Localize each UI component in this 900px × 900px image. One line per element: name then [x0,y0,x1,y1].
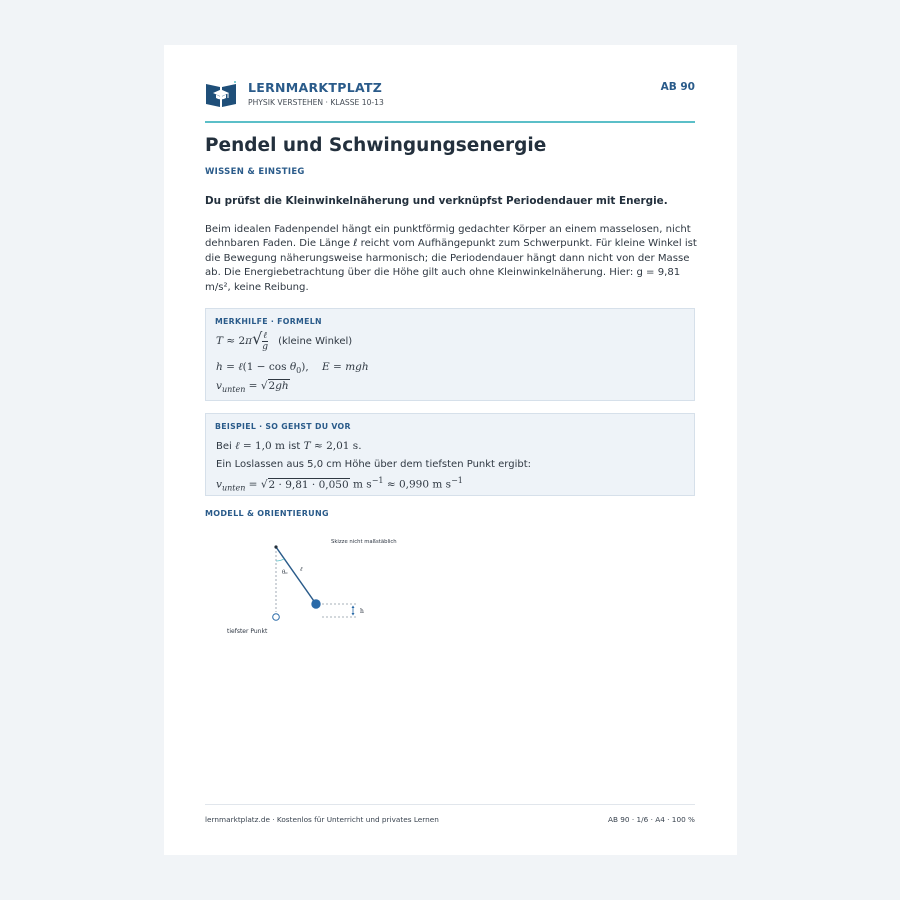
lowest-point-marker [273,614,280,621]
height-arrow-head-bottom [352,613,355,616]
formula-velocity: $v_{unten} = √2gh$ [216,380,289,395]
header-divider [205,121,695,123]
pendulum-diagram [205,530,435,645]
example-line-1: Bei ℓ = 1,0 m ist T ≈ 2,01 s. [216,440,362,452]
formula-box-label: MERKHILFE · FORMELN [215,317,322,326]
lowest-point-label: tiefster Punkt [227,628,268,635]
pivot-point [274,545,277,548]
brand-subtitle: PHYSIK VERSTEHEN · KLASSE 10-13 [248,98,384,107]
angle-arc [276,559,284,561]
length-label: ℓ [300,566,303,573]
book-graduation-cap-logo-icon [205,80,237,108]
example-box-label: BEISPIEL · SO GEHST DU VOR [215,422,351,431]
brand-name: LERNMARKTPLATZ [248,80,383,95]
example-line-2: Ein Loslassen aus 5,0 cm Höhe über dem tiefsten Punkt ergibt: [216,459,531,470]
footer-left-text: lernmarktplatz.de · Kostenlos für Unterricht und privates Lernen [205,815,439,824]
formula-box [205,308,695,401]
formula-height-energy: h = ℓ(1 − $\cos \theta_0$), E = mgh [216,361,369,376]
lead-sentence: Du prüfst die Kleinwinkelnäherung und verknüpfst Periodendauer mit Energie. [205,195,668,207]
angle-label: θ₀ [282,570,288,576]
footer-page-info: AB 90 · 1/6 · A4 · 100 % [607,815,695,824]
example-box [205,413,695,496]
footer-divider [205,804,695,805]
page-title: Pendel und Schwingungsenergie [205,135,547,156]
example-calculation: $v_{unten} = √2 \cdot 9,81 \cdot 0,050$ m $s^{-1} \approx 0,990$ m $s^{-1}$ [216,476,463,493]
sheet-code: AB 90 [660,81,695,93]
page-header [205,78,695,122]
height-arrow-head-top [352,606,355,609]
intro-paragraph: Beim idealen Fadenpendel hängt ein punktförmig gedachter Körper an einem masselosen, nicht dehnbaren Faden. Die Länge ℓ reicht vom Aufhängepunkt zum Schwerpunkt. Für kleine Winkel ist die Bewegung näherungsweise harmonisch; die Periodendauer hängt dann nicht von der Masse ab. Die Energiebetrachtung über die Höhe gilt auch ohne Kleinwinkelnäherung. Hier: g = 9,81 m/s², keine Reibung. [205,224,697,293]
formula-period-note: (kleine Winkel) [278,336,353,347]
formula-period: T ≈ 2π√ $\frac{\text{ℓ}}{g}$ (kleine Winkel) [216,329,353,352]
model-section-label: MODELL & ORIENTIERUNG [205,509,329,518]
worksheet-page [164,45,737,855]
section-kicker: WISSEN & EINSTIEG [205,167,305,177]
height-label: h [360,608,364,615]
diagram-note: Skizze nicht maßstäblich [331,539,397,545]
pendulum-bob [311,599,320,608]
